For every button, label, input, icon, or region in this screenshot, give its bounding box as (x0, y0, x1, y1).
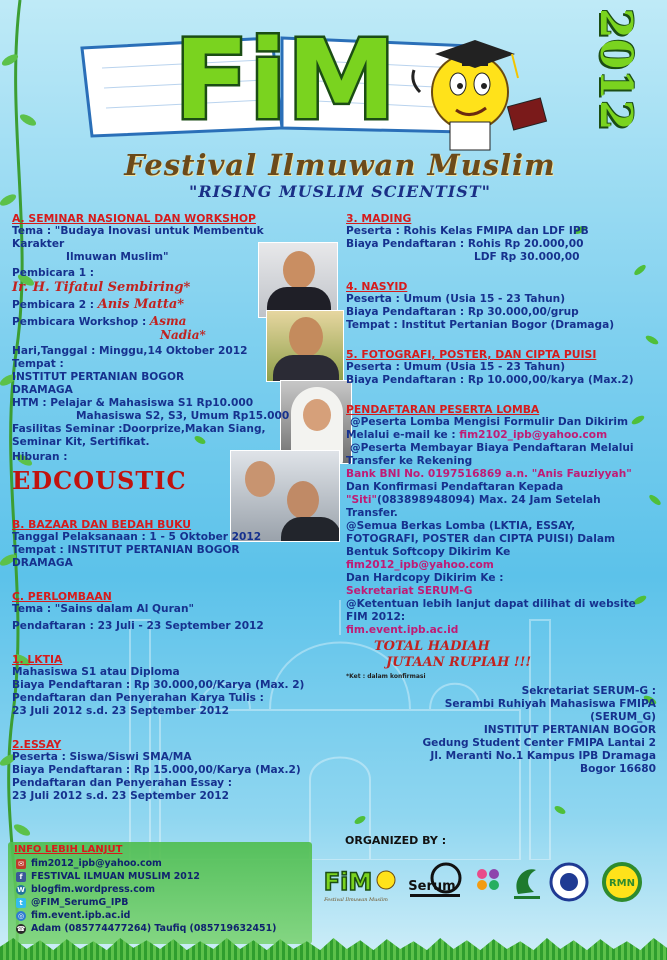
bazaar-place-cont: DRAMAGA (12, 557, 73, 569)
pendaftaran-heading: PENDAFTARAN PESERTA LOMBA (346, 403, 540, 416)
pendaftaran-email-label: Melalui e-mail ke : (346, 429, 460, 441)
seminar-heading: A. SEMINAR NASIONAL DAN WORKSHOP (12, 212, 256, 225)
nasyid-peserta: Peserta : Umum (Usia 15 - 23 Tahun) (346, 293, 566, 305)
seminar-place-label: Tempat : (12, 358, 64, 370)
foto-biaya: Biaya Pendaftaran : Rp 10.000,00/karya (Max.2) (346, 374, 634, 386)
seminar-place: INSTITUT PERTANIAN BOGOR (12, 371, 185, 383)
lomba-tema: Tema : "Sains dalam Al Quran" (12, 603, 195, 615)
info-phone-text: Adam (085774477264) Taufiq (085719632451) (31, 923, 277, 934)
pendaftaran-line-1: @Peserta Lomba Mengisi Formulir Dan Dikirim (350, 416, 628, 428)
svg-text:FiM: FiM (173, 18, 397, 138)
info-twitter[interactable] (16, 897, 128, 908)
info-blog[interactable] (16, 884, 155, 895)
svg-text:Festival Ilmuwan Muslim: Festival Ilmuwan Muslim (324, 897, 388, 903)
pendaftaran-line-8: Transfer. (346, 507, 398, 519)
info-phone (16, 923, 276, 934)
essay-tanggal: 23 Juli 2012 s.d. 23 September 2012 (12, 790, 229, 802)
sponsor-logo-ipb (548, 860, 590, 904)
pendaftaran-contact-name: "Siti" (346, 494, 377, 506)
sekretariat-line-5: Gedung Student Center FMIPA Lantai 2 (422, 737, 656, 749)
mading-biaya-ldf: LDF Rp 30.000,00 (474, 251, 580, 263)
sekretariat-line-2: Serambi Ruhiyah Mahasiswa FMIPA (444, 698, 656, 710)
foto-peserta: Peserta : Umum (Usia 15 - 23 Tahun) (346, 361, 566, 373)
svg-text:RMN: RMN (608, 878, 636, 889)
keterangan: *Ket : dalam konfirmasi (346, 673, 426, 680)
hadiah-line-1: TOTAL HADIAH (374, 639, 490, 654)
mading-peserta: Peserta : Rohis Kelas FMIPA dan LDF IPB (346, 225, 589, 237)
pendaftaran-line-16: FIM 2012: (346, 611, 406, 623)
info-blog-text: blogfim.wordpress.com (31, 884, 155, 895)
hiburan-name: EDCOUSTIC (12, 466, 187, 495)
twitter-icon: t (16, 898, 26, 908)
pendaftaran-sekretariat: Sekretariat SERUM-G (346, 585, 473, 597)
seminar-fasilitas-cont: Seminar Kit, Sertifikat. (12, 436, 150, 448)
hiburan-label: Hiburan : (12, 451, 68, 463)
info-email-text: fim2012_ipb@yahoo.com (31, 858, 162, 869)
sponsor-logo-rmn (596, 860, 648, 904)
sekretariat-line-7: Bogor 16680 (580, 763, 656, 775)
svg-text:Serum: Serum (408, 879, 456, 894)
organized-by-label: ORGANIZED BY : (345, 834, 447, 847)
year-label: 2012 (590, 8, 641, 131)
sekretariat-line-3: (SERUM_G) (590, 711, 656, 723)
sponsor-logo-4 (510, 860, 544, 904)
email-icon: ✉ (16, 859, 26, 869)
lktia-heading: 1. LKTIA (12, 653, 63, 666)
sekretariat-title: Sekretariat SERUM-G : (521, 685, 656, 697)
pendaftaran-line-2 (346, 429, 662, 442)
mading-biaya: Biaya Pendaftaran : Rohis Rp 20.000,00 (346, 238, 584, 250)
mading-heading: 3. MADING (346, 212, 412, 225)
info-web[interactable] (16, 910, 130, 921)
tagline: "RISING MUSLIM SCIENTIST" (188, 182, 492, 201)
foto-heading: 5. FOTOGRAFI, POSTER, DAN CIPTA PUISI (346, 348, 597, 361)
lktia-tanggal: 23 Juli 2012 s.d. 23 September 2012 (12, 705, 229, 717)
essay-pendaftaran: Pendaftaran dan Penyerahan Essay : (12, 777, 232, 789)
lomba-heading: C. PERLOMBAAN (12, 590, 112, 603)
lktia-peserta: Mahasiswa S1 atau Diploma (12, 666, 180, 678)
nasyid-biaya: Biaya Pendaftaran : Rp 30.000,00/grup (346, 306, 579, 318)
seminar-tema-cont: Ilmuwan Muslim" (66, 251, 169, 263)
nasyid-tempat: Tempat : Institut Pertanian Bogor (Dramaga) (346, 319, 615, 331)
seminar-place-cont: DRAMAGA (12, 384, 73, 396)
svg-text:FiM: FiM (323, 868, 373, 896)
workshop-row (12, 315, 312, 329)
right-column (346, 212, 662, 776)
pendaftaran-line-6: Dan Konfirmasi Pendaftaran Kepada (346, 481, 564, 493)
info-facebook-text: FESTIVAL ILMUAN MUSLIM 2012 (31, 871, 200, 882)
workshop-label: Pembicara Workshop : (12, 316, 147, 328)
sekretariat-block (346, 685, 662, 776)
hadiah-line-2: JUTAAN RUPIAH !!! (386, 655, 532, 670)
pembicara1-label: Pembicara 1 : (12, 267, 94, 279)
essay-biaya: Biaya Pendaftaran : Rp 15.000,00/Karya (Max.2) (12, 764, 301, 776)
pendaftaran-line-15: @Ketentuan lebih lanjut dapat dilihat di website (346, 598, 636, 610)
pendaftaran-line-10: FOTOGRAFI, POSTER dan CIPTA PUISI) Dalam (346, 533, 616, 545)
sponsor-logo-fim (318, 860, 400, 904)
sponsor-logo-serum (406, 860, 466, 904)
info-email[interactable] (16, 858, 162, 869)
pendaftaran-line-4: Transfer ke Rekening (346, 455, 473, 467)
info-web-text: fim.event.ipb.ac.id (31, 910, 131, 921)
bazaar-heading: B. BAZAAR DAN BEDAH BUKU (12, 518, 192, 531)
essay-peserta: Peserta : Siswa/Siswi SMA/MA (12, 751, 192, 763)
lktia-pendaftaran: Pendaftaran dan Penyerahan Karya Tulis : (12, 692, 264, 704)
seminar-date: Hari,Tanggal : Minggu,14 Oktober 2012 (12, 345, 248, 357)
pembicara2-label: Pembicara 2 : (12, 299, 94, 311)
bazaar-date: Tanggal Pelaksanaan : 1 - 5 Oktober 2012 (12, 531, 262, 543)
seminar-tema: Tema : "Budaya Inovasi untuk Membentuk Karakter (12, 225, 264, 250)
pendaftaran-line-11: Bentuk Softcopy Dikirim Ke (346, 546, 511, 558)
pembicara1-name: Ir. H. Tifatul Sembiring* (12, 280, 191, 295)
pendaftaran-contact-detail: (083898948094) Max. 24 Jam Setelah (377, 494, 601, 506)
seminar-htm-cont: Mahasiswa S2, S3, Umum Rp15.000 (76, 410, 290, 422)
pembicara2-row (12, 298, 312, 312)
lomba-pendaftaran: Pendaftaran : 23 Juli - 23 September 2012 (12, 620, 264, 632)
mascot-graphic (400, 22, 560, 152)
festival-title: Festival Ilmuwan Muslim (124, 148, 556, 182)
info-facebook[interactable] (16, 871, 200, 882)
bazaar-place: Tempat : INSTITUT PERTANIAN BOGOR (12, 544, 240, 556)
info-box (8, 842, 312, 944)
facebook-icon: f (16, 872, 26, 882)
wordpress-icon: W (17, 885, 25, 894)
workshop-name: Asma (149, 314, 187, 328)
pendaftaran-website[interactable]: fim.event.ipb.ac.id (346, 624, 459, 636)
pendaftaran-bank: Bank BNI No. 0197516869 a.n. "Anis Fauziyyah" (346, 468, 632, 480)
left-column (12, 212, 312, 803)
globe-icon: ◎ (17, 911, 25, 920)
sekretariat-line-6: Jl. Meranti No.1 Kampus IPB Dramaga (430, 750, 656, 762)
pendaftaran-line-3: @Peserta Membayar Biaya Pendaftaran Melalui (350, 442, 634, 454)
workshop-name-cont: Nadia* (160, 328, 206, 342)
pendaftaran-line-7 (346, 494, 662, 507)
essay-heading: 2.ESSAY (12, 738, 62, 751)
pendaftaran-softcopy-email[interactable]: fim2012_ipb@yahoo.com (346, 559, 494, 571)
pendaftaran-email-link[interactable]: fim2102_ipb@yahoo.com (459, 429, 608, 441)
sekretariat-line-4: INSTITUT PERTANIAN BOGOR (483, 724, 656, 736)
pendaftaran-line-9: @Semua Berkas Lomba (LKTIA, ESSAY, (346, 520, 576, 532)
phone-icon: ☎ (16, 924, 26, 933)
info-twitter-text: @FIM_SerumG_IPB (31, 897, 129, 908)
seminar-fasilitas: Fasilitas Seminar :Doorprize,Makan Siang, (12, 423, 266, 435)
pendaftaran-line-13: Dan Hardcopy Dikirim Ke : (346, 572, 504, 584)
sponsor-logo-3 (472, 860, 506, 904)
pembicara2-name: Anis Matta* (97, 297, 185, 312)
info-title: INFO LEBIH LANJUT (14, 844, 123, 855)
seminar-htm: HTM : Pelajar & Mahasiswa S1 Rp10.000 (12, 397, 254, 409)
lktia-biaya: Biaya Pendaftaran : Rp 30.000,00/Karya (Max. 2) (12, 679, 305, 691)
nasyid-heading: 4. NASYID (346, 280, 408, 293)
